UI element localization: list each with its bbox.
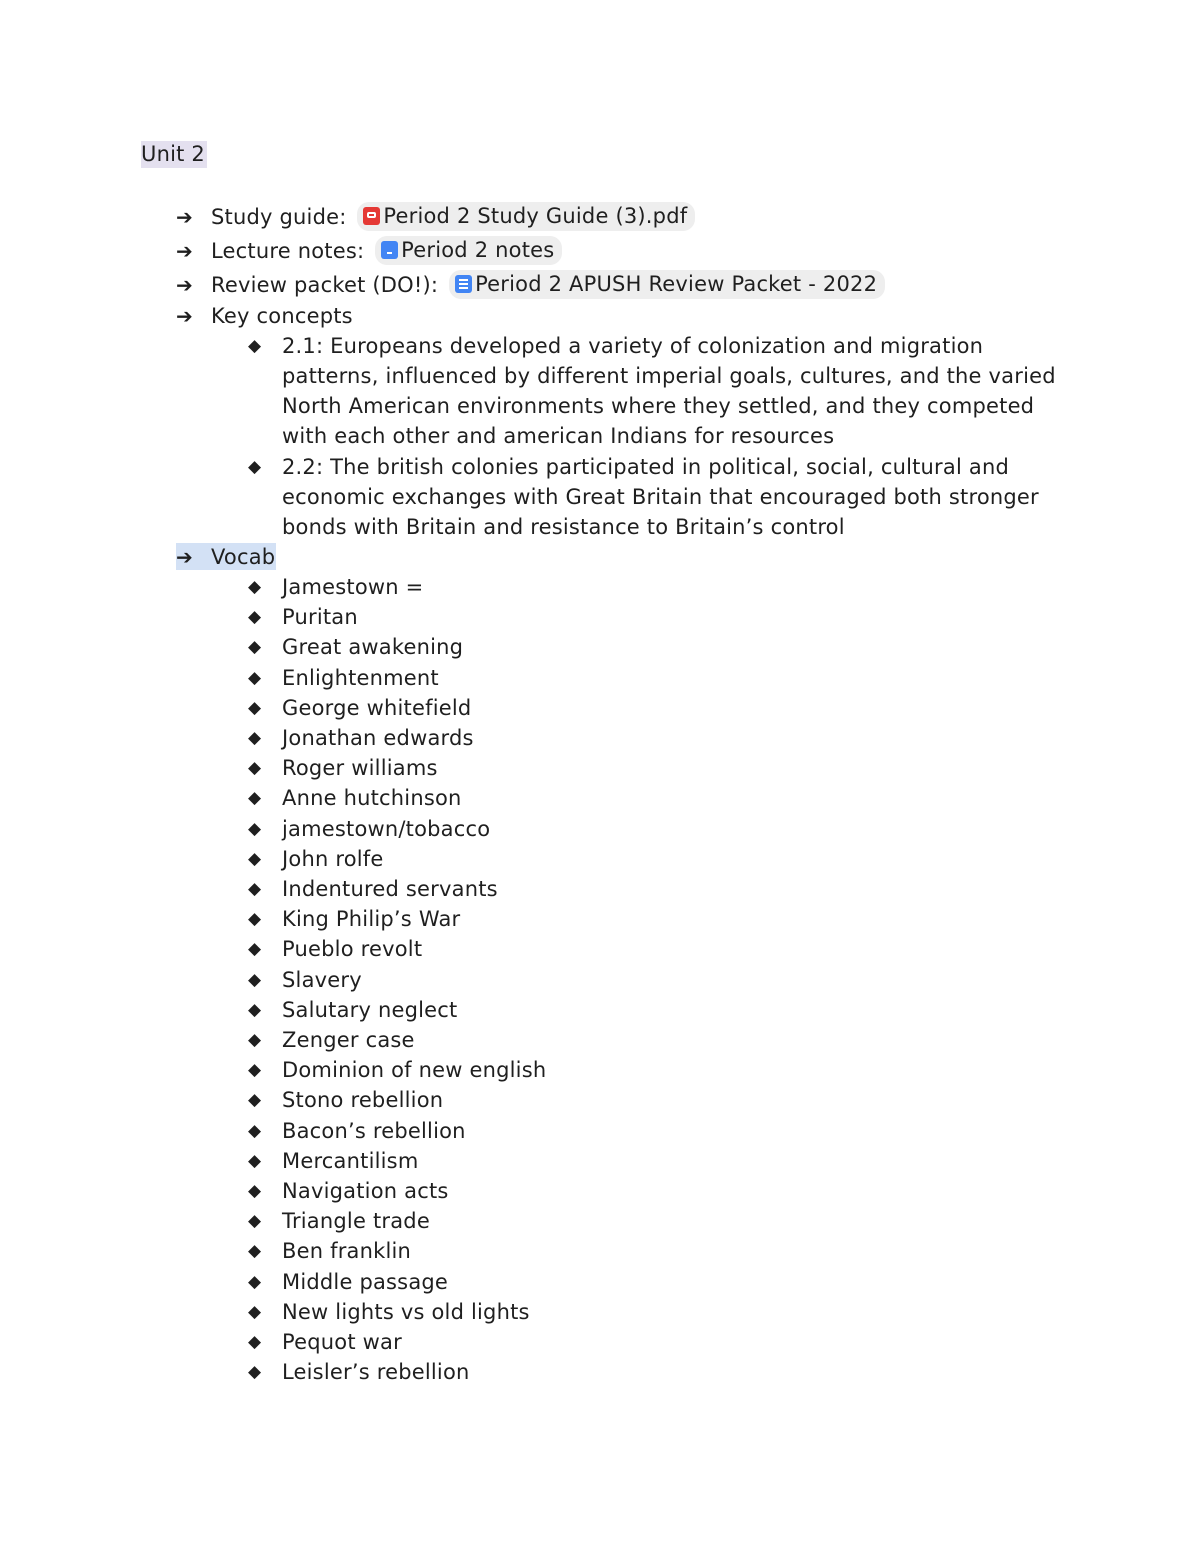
vocab-term: Enlightenment	[282, 665, 439, 690]
vocab-term: Leisler’s rebellion	[282, 1360, 470, 1385]
vocab-term: Dominion of new english	[282, 1058, 547, 1083]
review-packet-file-chip[interactable]	[449, 270, 885, 299]
vocab-term: Mercantilism	[282, 1148, 419, 1173]
arrow-bullet-icon: ➔	[176, 545, 193, 569]
diamond-bullet-icon: ◆	[248, 1181, 262, 1201]
google-doc-icon	[455, 275, 472, 293]
vocab-term: John rolfe	[282, 846, 384, 871]
vocab-term: jamestown/tobacco	[282, 816, 491, 841]
vocab-term: Jonathan edwards	[282, 726, 474, 750]
vocab-term: Zenger case	[282, 1028, 415, 1052]
study-guide-text	[211, 202, 695, 232]
diamond-bullet-icon: ◆	[248, 1150, 262, 1171]
key-concept-item: 2.1: Europeans developed a variety of colonization and migration patterns, influenced by different imperial goals, cultures, and the varied North American environments where they settled, and they competed with each other and american Indians for resources	[282, 334, 1056, 448]
pdf-file-icon	[363, 207, 380, 225]
vocab-term: Bacon’s rebellion	[282, 1118, 466, 1143]
study-guide-file-name: Period 2 Study Guide (3).pdf	[383, 204, 688, 228]
vocab-term: Roger williams	[282, 756, 438, 781]
vocab-label: Vocab	[211, 545, 276, 569]
review-packet-text	[211, 270, 885, 300]
vocab-term: Ben franklin	[282, 1239, 412, 1264]
diamond-bullet-icon: ◆	[248, 879, 262, 899]
vocab-term: Stono rebellion	[282, 1088, 444, 1113]
vocab-term: Pequot war	[282, 1330, 402, 1354]
vocab-term: Great awakening	[282, 635, 464, 660]
vocab-term: Anne hutchinson	[282, 786, 462, 811]
diamond-bullet-icon: ◆	[248, 1120, 262, 1141]
lecture-notes-text	[211, 236, 562, 266]
vocab-term: New lights vs old lights	[282, 1299, 530, 1324]
diamond-bullet-icon: ◆	[248, 728, 262, 748]
key-concepts-label: Key concepts	[211, 304, 353, 328]
lecture-notes-file-chip[interactable]	[375, 236, 562, 265]
diamond-bullet-icon: ◆	[248, 1332, 262, 1352]
diamond-bullet-icon: ◆	[248, 1301, 262, 1322]
diamond-bullet-icon: ◆	[248, 457, 262, 477]
diamond-bullet-icon: ◆	[248, 697, 262, 718]
diamond-bullet-icon: ◆	[248, 607, 262, 628]
study-guide-label: Study guide:	[211, 205, 347, 229]
arrow-bullet-icon: ➔	[176, 205, 193, 229]
diamond-bullet-icon: ◆	[248, 577, 262, 597]
diamond-bullet-icon: ◆	[248, 909, 262, 930]
diamond-bullet-icon: ◆	[248, 1060, 262, 1081]
lecture-notes-label: Lecture notes:	[211, 239, 365, 263]
arrow-bullet-icon: ➔	[176, 273, 193, 297]
diamond-bullet-icon: ◆	[248, 1090, 262, 1111]
diamond-bullet-icon: ◆	[248, 758, 262, 779]
diamond-bullet-icon: ◆	[248, 1211, 262, 1232]
key-concept-item: 2.2: The british colonies participated in political, social, cultural and economic exchanges with Great Britain that encouraged both stronger bonds with Britain and resistance to Britain’s control	[282, 455, 1039, 539]
vocab-term: Slavery	[282, 967, 362, 992]
diamond-bullet-icon: ◆	[248, 1241, 262, 1262]
arrow-bullet-icon: ➔	[176, 304, 193, 328]
vocab-term: George whitefield	[282, 695, 472, 720]
diamond-bullet-icon: ◆	[248, 788, 262, 809]
vocab-term: King Philip’s War	[282, 907, 461, 932]
lecture-notes-file-name: Period 2 notes	[401, 238, 555, 262]
diamond-bullet-icon: ◆	[248, 1271, 262, 1292]
vocab-term: Pueblo revolt	[282, 937, 423, 962]
diamond-bullet-icon: ◆	[248, 818, 262, 839]
diamond-bullet-icon: ◆	[248, 969, 262, 990]
review-packet-label: Review packet (DO!):	[211, 273, 439, 297]
diamond-bullet-icon: ◆	[248, 1030, 262, 1050]
page-title: Unit 2	[141, 142, 205, 166]
vocab-term: Triangle trade	[282, 1209, 430, 1234]
google-doc-icon	[381, 241, 398, 259]
diamond-bullet-icon: ◆	[248, 848, 262, 869]
vocab-term: Jamestown =	[282, 575, 424, 599]
review-packet-file-name: Period 2 APUSH Review Packet - 2022	[475, 272, 878, 296]
diamond-bullet-icon: ◆	[248, 999, 262, 1020]
vocab-term: Navigation acts	[282, 1179, 449, 1203]
diamond-bullet-icon: ◆	[248, 1362, 262, 1383]
vocab-term: Puritan	[282, 605, 358, 630]
vocab-term: Middle passage	[282, 1269, 449, 1294]
study-guide-file-chip[interactable]	[357, 202, 695, 231]
diamond-bullet-icon: ◆	[248, 336, 262, 356]
vocab-term: Indentured servants	[282, 877, 498, 901]
diamond-bullet-icon: ◆	[248, 667, 262, 688]
diamond-bullet-icon: ◆	[248, 637, 262, 658]
arrow-bullet-icon: ➔	[176, 239, 193, 263]
vocab-term: Salutary neglect	[282, 997, 458, 1022]
diamond-bullet-icon: ◆	[248, 939, 262, 960]
